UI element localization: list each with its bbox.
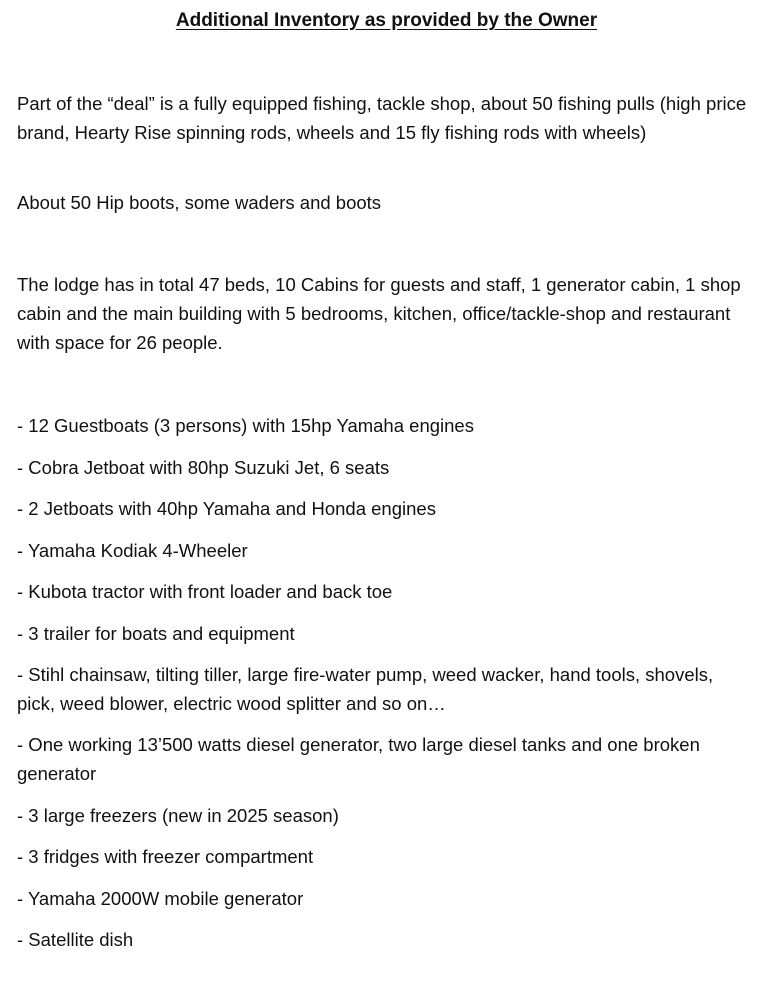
inventory-item: - 3 fridges with freezer compartment	[17, 846, 314, 867]
intro-paragraph-boots: About 50 Hip boots, some waders and boots	[17, 192, 382, 213]
inventory-item: - 3 trailer for boats and equipment	[17, 623, 295, 644]
inventory-item: - Yamaha 2000W mobile generator	[17, 888, 304, 909]
inventory-item: - Stihl chainsaw, tilting tiller, large fire-water pump, weed wacker, hand tools, shovels, pick, weed blower, electric wood splitter and so on…	[17, 664, 714, 714]
inventory-item: - Satellite dish	[17, 929, 134, 950]
inventory-item: - One working 13’500 watts diesel generator, two large diesel tanks and one broken generator	[17, 734, 700, 784]
inventory-item: - Cobra Jetboat with 80hp Suzuki Jet, 6 seats	[17, 457, 390, 478]
document-title: Additional Inventory as provided by the Owner	[175, 10, 598, 31]
intro-paragraph-lodge: The lodge has in total 47 beds, 10 Cabins for guests and staff, 1 generator cabin, 1 shop cabin and the main building with 5 bedrooms, kitchen, office/tackle-shop and restaurant with space for 26 people.	[17, 274, 741, 353]
intro-paragraph-fishing-shop: Part of the “deal” is a fully equipped fishing, tackle shop, about 50 fishing pulls (high price brand, Hearty Rise spinning rods, wheels and 15 fly fishing rods with wheels)	[17, 93, 747, 143]
inventory-item: - 2 Jetboats with 40hp Yamaha and Honda engines	[17, 498, 436, 519]
inventory-item: - Kubota tractor with front loader and back toe	[17, 581, 393, 602]
inventory-item: - Yamaha Kodiak 4-Wheeler	[17, 540, 248, 561]
inventory-item: - 3 large freezers (new in 2025 season)	[17, 805, 339, 826]
inventory-item: - 12 Guestboats (3 persons) with 15hp Yamaha engines	[17, 415, 474, 436]
